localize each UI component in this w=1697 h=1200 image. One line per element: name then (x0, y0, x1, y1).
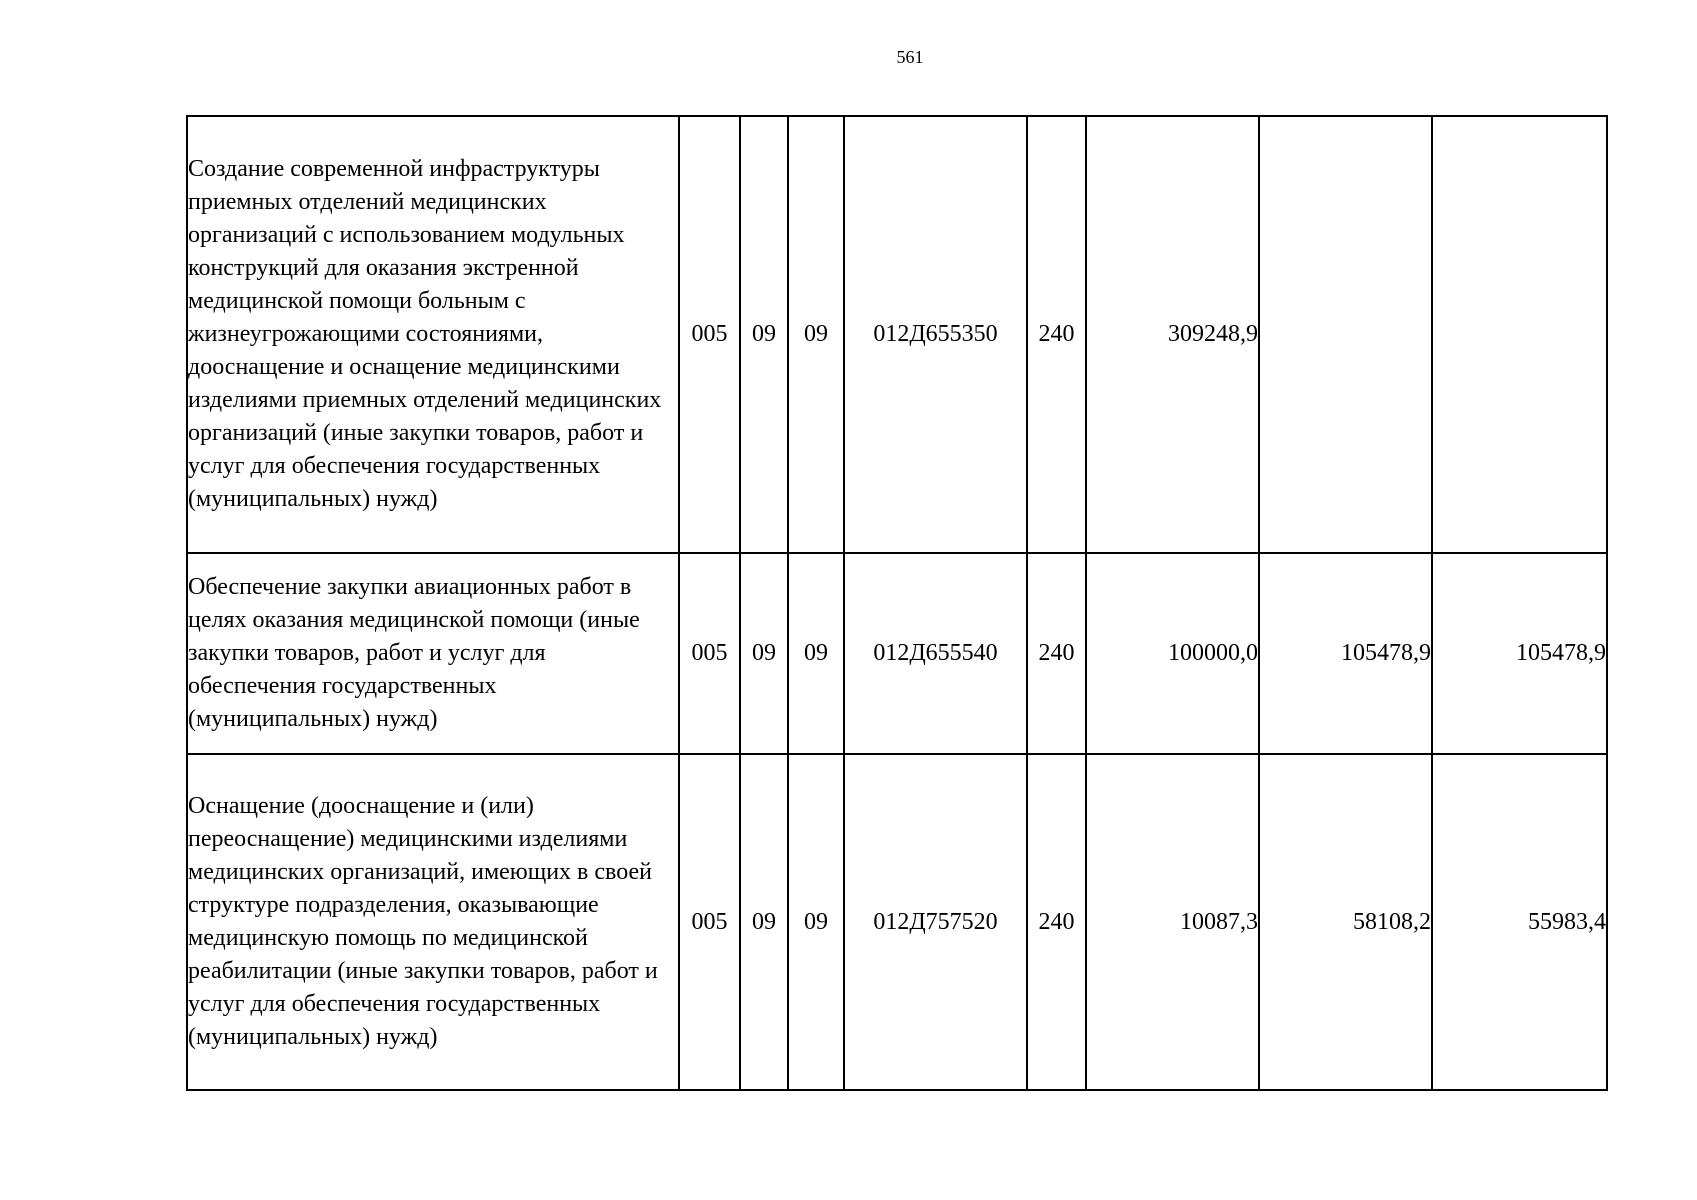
amount-year-1: 10087,3 (1086, 754, 1259, 1090)
amount-year-3 (1432, 116, 1607, 553)
expense-type-code: 240 (1027, 553, 1086, 754)
target-article-code: 012Д655350 (844, 116, 1027, 553)
table-row (187, 116, 1607, 553)
row-description: Оснащение (дооснащение и (или) переоснащение) медицинскими изделиями медицинских организаций, имеющих в своей структуре подразделения, оказывающие медицинскую помощь по медицинской реабилитации (иные закупки товаров, работ и услуг для обеспечения государственных (муниципальных) нужд) (187, 754, 679, 1090)
table-row (187, 754, 1607, 1090)
section-code: 09 (740, 553, 788, 754)
amount-year-3: 105478,9 (1432, 553, 1607, 754)
amount-year-1: 309248,9 (1086, 116, 1259, 553)
section-code: 09 (740, 754, 788, 1090)
amount-year-2 (1259, 116, 1432, 553)
ministry-code: 005 (679, 754, 740, 1090)
amount-year-2: 58108,2 (1259, 754, 1432, 1090)
ministry-code: 005 (679, 553, 740, 754)
target-article-code: 012Д757520 (844, 754, 1027, 1090)
section-code: 09 (740, 116, 788, 553)
ministry-code: 005 (679, 116, 740, 553)
expense-type-code: 240 (1027, 116, 1086, 553)
subsection-code: 09 (788, 754, 844, 1090)
row-description: Обеспечение закупки авиационных работ в целях оказания медицинской помощи (иные закупки товаров, работ и услуг для обеспечения государственных (муниципальных) нужд) (187, 553, 679, 754)
subsection-code: 09 (788, 116, 844, 553)
table-row (187, 553, 1607, 754)
amount-year-1: 100000,0 (1086, 553, 1259, 754)
page-number: 561 (896, 47, 924, 67)
expense-type-code: 240 (1027, 754, 1086, 1090)
budget-table (186, 115, 1608, 1091)
row-description: Создание современной инфраструктуры приемных отделений медицинских организаций с использованием модульных конструкций для оказания экстренной медицинской помощи больным с жизнеугрожающими состояниями, дооснащение и оснащение медицинскими изделиями приемных отделений медицинских организаций (иные закупки товаров, работ и услуг для обеспечения государственных (муниципальных) нужд) (187, 116, 679, 553)
target-article-code: 012Д655540 (844, 553, 1027, 754)
subsection-code: 09 (788, 553, 844, 754)
amount-year-2: 105478,9 (1259, 553, 1432, 754)
amount-year-3: 55983,4 (1432, 754, 1607, 1090)
